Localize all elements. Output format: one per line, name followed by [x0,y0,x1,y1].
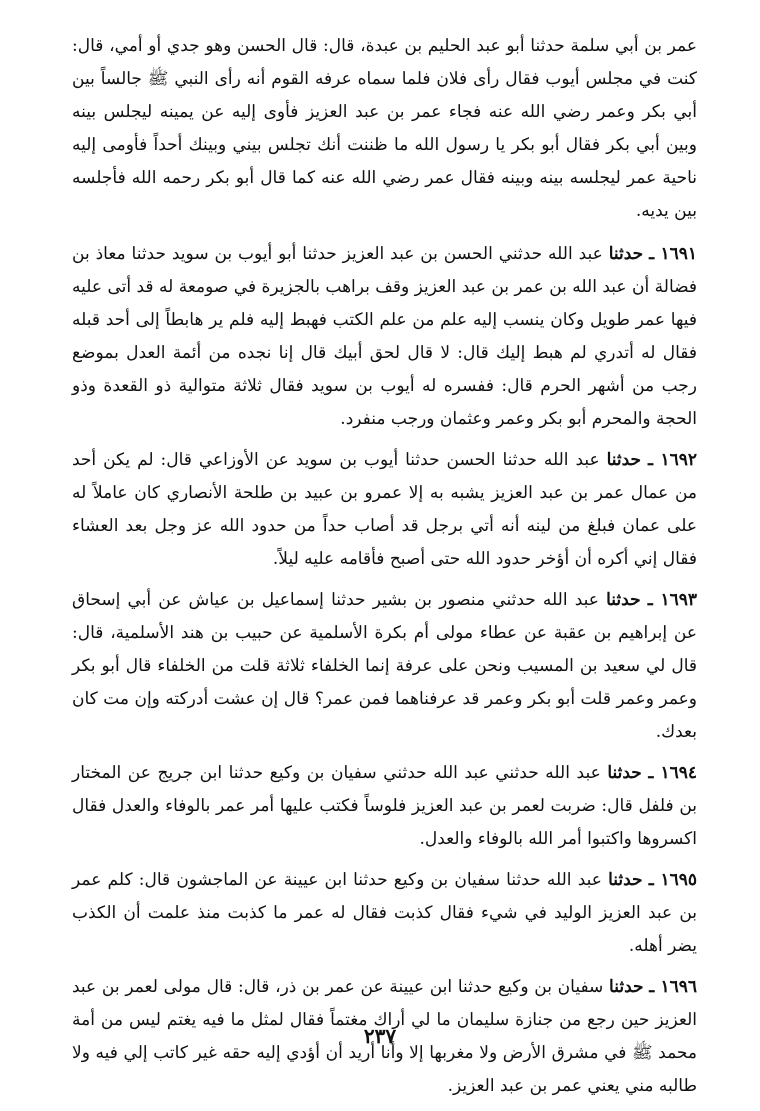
paragraph-1691 [72,238,697,436]
hadith-keyword: حدثنا [608,870,643,890]
page-number: ٢٣٧ [363,1024,397,1048]
hadith-keyword: حدثنا [609,977,644,997]
paragraph-text: عمر بن أبي سلمة حدثنا أبو عبد الحليم بن عبدة، قال: قال الحسن وهو جدي أو أمي، قال: كنت في مجلس أيوب فقال رأى فلان فلما سماه عرفه القوم أنه رأى النبي ﷺ جالساً بين أبي بكر وعمر رضي الله عنه فجاء عمر بن عبد العزيز فأوى إليه عن يمينه ليجلس بينه وبين أبي بكر فقال أبو بكر يا رسول الله ما ظننت أنك تجلس بيني وبينك أحداً فأومى إليه ناحية عمر ليجلسه بينه وبينه فقال عمر رضي الله عنه كما قال أبو بكر رحمه الله فأجلسه بين يديه. [72,36,698,221]
paragraph-text: عبد الله حدثني منصور بن بشير حدثنا إسماعيل بن عياش عن أبي إسحاق عن إبراهيم بن عقبة عن عطاء مولى أم بكرة الأسلمية عن حبيب بن هند الأسلمية، قال: قال لي سعيد بن المسيب ونحن على عرفة إنما الخلفاء ثلاثة قلت من الخلفاء قال أبو بكر وعمر وعمر قلت أبو بكر وعمر قد عرفناهما فمن عمر؟ قال إن عشت أدركته وإن مت كان بعدك. [72,590,697,742]
hadith-keyword: حدثنا [608,244,644,264]
paragraph-intro [72,30,697,228]
hadith-number: ١٦٩٤ ـ [648,763,697,783]
paragraph-text: عبد الله حدثنا الحسن حدثنا أيوب بن سويد عن الأوزاعي قال: لم يكن أحد من عمال عمر بن عبد العزيز يشبه به إلا عمرو بن عبيد بن طلحة الأنصاري كان عاملاً له على عمان فبلغ من لينه أنه أتي برجل قد أصاب حداً من حدود الله عز وجل بعد العشاء فقال إني أكره أن أؤخر حدود الله حتى أصبح فأقامه عليه ليلاً. [72,450,697,569]
hadith-number: ١٦٩٢ ـ [648,450,697,470]
paragraph-text: عبد الله حدثنا سفيان بن وكيع حدثنا ابن عيينة عن الماجشون قال: كلم عمر بن عبد العزيز الوليد في شيء فقال كذبت فقال له عمر ما كذبت منذ علمت أن الكذب يضر أهله. [72,870,697,956]
hadith-keyword: حدثنا [606,590,641,610]
hadith-number: ١٦٩٦ ـ [649,977,698,997]
paragraph-1695 [72,864,697,963]
paragraph-text: سفيان بن وكيع حدثنا ابن عيينة عن عمر بن ذر، قال: قال مولى لعمر بن عبد العزيز حين رجع من جنازة سليمان ما لي أراك مغتماً فقال لمثل ما فيه يغتم ليس من أمة محمد ﷺ في مشرق الأرض ولا مغربها إلا وأنا أريد أن أؤدي إليه حقه غير كاتب إلي فيه ولا طالبه مني يعني عمر بن عبد العزيز. [72,977,697,1096]
paragraph-text: عبد الله حدثني عبد الله حدثني سفيان بن وكيع حدثنا ابن جريج عن المختار بن فلفل قال: ضربت لعمر بن عبد العزيز فلوساً فكتب عليها أمر عمر بالوفاء والعدل فقال اكسروها واكتبوا أمر الله بالوفاء والعدل. [72,763,697,849]
hadith-keyword: حدثنا [606,450,642,470]
paragraph-1692 [72,444,697,576]
paragraph-text: عبد الله حدثني الحسن بن عبد العزيز حدثنا أبو أيوب بن سويد حدثنا معاذ بن فضالة أن عبد الله بن عمر بن عبد العزيز وقف براهب بالجزيرة في صومعة له قد أتى عليه فيها عمر طويل وكان ينسب إليه علم من علم الكتب فهبط إليه فلم ير هابطاً إلى أحد قبله فقال له أتدري لم هبط إليك قال: لا قال لحق أبيك قال إنا نجده من أئمة العدل بموضع رجب من أشهر الحرم قال: ففسره له أيوب بن سويد فقال ثلاثة متوالية ذو القعدة وذو الحجة والمحرم أبو بكر وعمر وعثمان ورجب منفرد. [72,244,697,429]
page-body [72,30,697,1111]
paragraph-1693 [72,584,697,749]
paragraph-1694 [72,757,697,856]
hadith-keyword: حدثنا [607,763,642,783]
hadith-number: ١٦٩٣ ـ [647,590,697,610]
hadith-number: ١٦٩١ ـ [649,244,697,264]
hadith-number: ١٦٩٥ ـ [648,870,698,890]
